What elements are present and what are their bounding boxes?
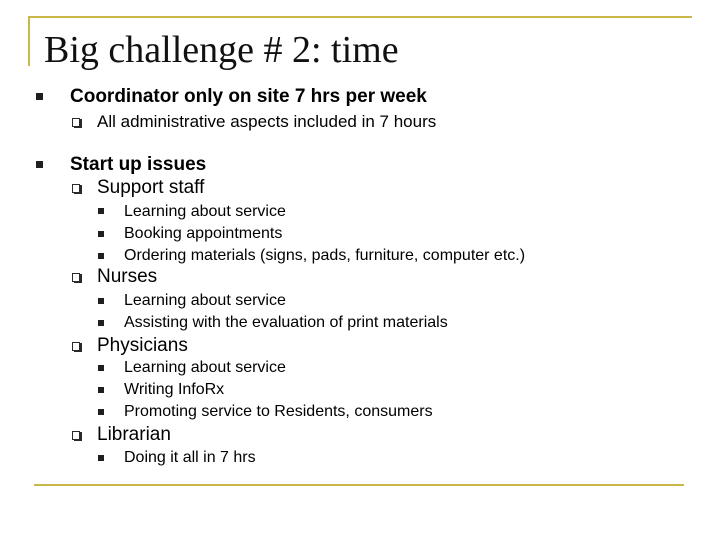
hollow-square-bullet-icon <box>72 273 80 282</box>
bullet-text: Start up issues <box>70 154 207 175</box>
square-bullet-icon <box>98 320 104 326</box>
sub-bullet-text: All administrative aspects included in 7 hours <box>97 112 437 131</box>
slide-title: Big challenge # 2: time <box>44 29 399 71</box>
hollow-square-bullet-icon <box>72 118 80 127</box>
detail-bullet-text: Learning about service <box>124 292 286 309</box>
hollow-square-bullet-icon <box>72 431 80 440</box>
sub-bullet-text: Physicians <box>97 335 188 356</box>
square-bullet-icon <box>98 387 104 393</box>
square-bullet-icon <box>98 455 104 461</box>
bottom-rule <box>34 484 684 486</box>
square-bullet-icon <box>98 365 104 371</box>
square-bullet-icon <box>98 298 104 304</box>
square-bullet-icon <box>98 208 104 214</box>
detail-bullet-text: Booking appointments <box>124 225 283 242</box>
square-bullet-icon <box>98 409 104 415</box>
detail-bullet-text: Writing InfoRx <box>124 381 225 398</box>
sub-bullet-text: Nurses <box>97 266 158 287</box>
detail-bullet-text: Doing it all in 7 hrs <box>124 449 256 466</box>
detail-bullet-text: Learning about service <box>124 359 286 376</box>
square-bullet-icon <box>98 231 104 237</box>
hollow-square-bullet-icon <box>72 184 80 193</box>
hollow-square-bullet-icon <box>72 342 80 351</box>
detail-bullet-text: Assisting with the evaluation of print materials <box>124 314 448 331</box>
square-bullet-icon <box>98 253 104 259</box>
left-rule <box>28 16 30 66</box>
bullet-text: Coordinator only on site 7 hrs per week <box>70 86 427 107</box>
sub-bullet-text: Librarian <box>97 424 171 445</box>
square-bullet-icon <box>36 161 43 168</box>
sub-bullet-text: Support staff <box>97 177 205 198</box>
detail-bullet-text: Learning about service <box>124 203 286 220</box>
top-rule <box>28 16 692 18</box>
square-bullet-icon <box>36 93 43 100</box>
detail-bullet-text: Promoting service to Residents, consumers <box>124 403 433 420</box>
detail-bullet-text: Ordering materials (signs, pads, furniture, computer etc.) <box>124 247 526 264</box>
